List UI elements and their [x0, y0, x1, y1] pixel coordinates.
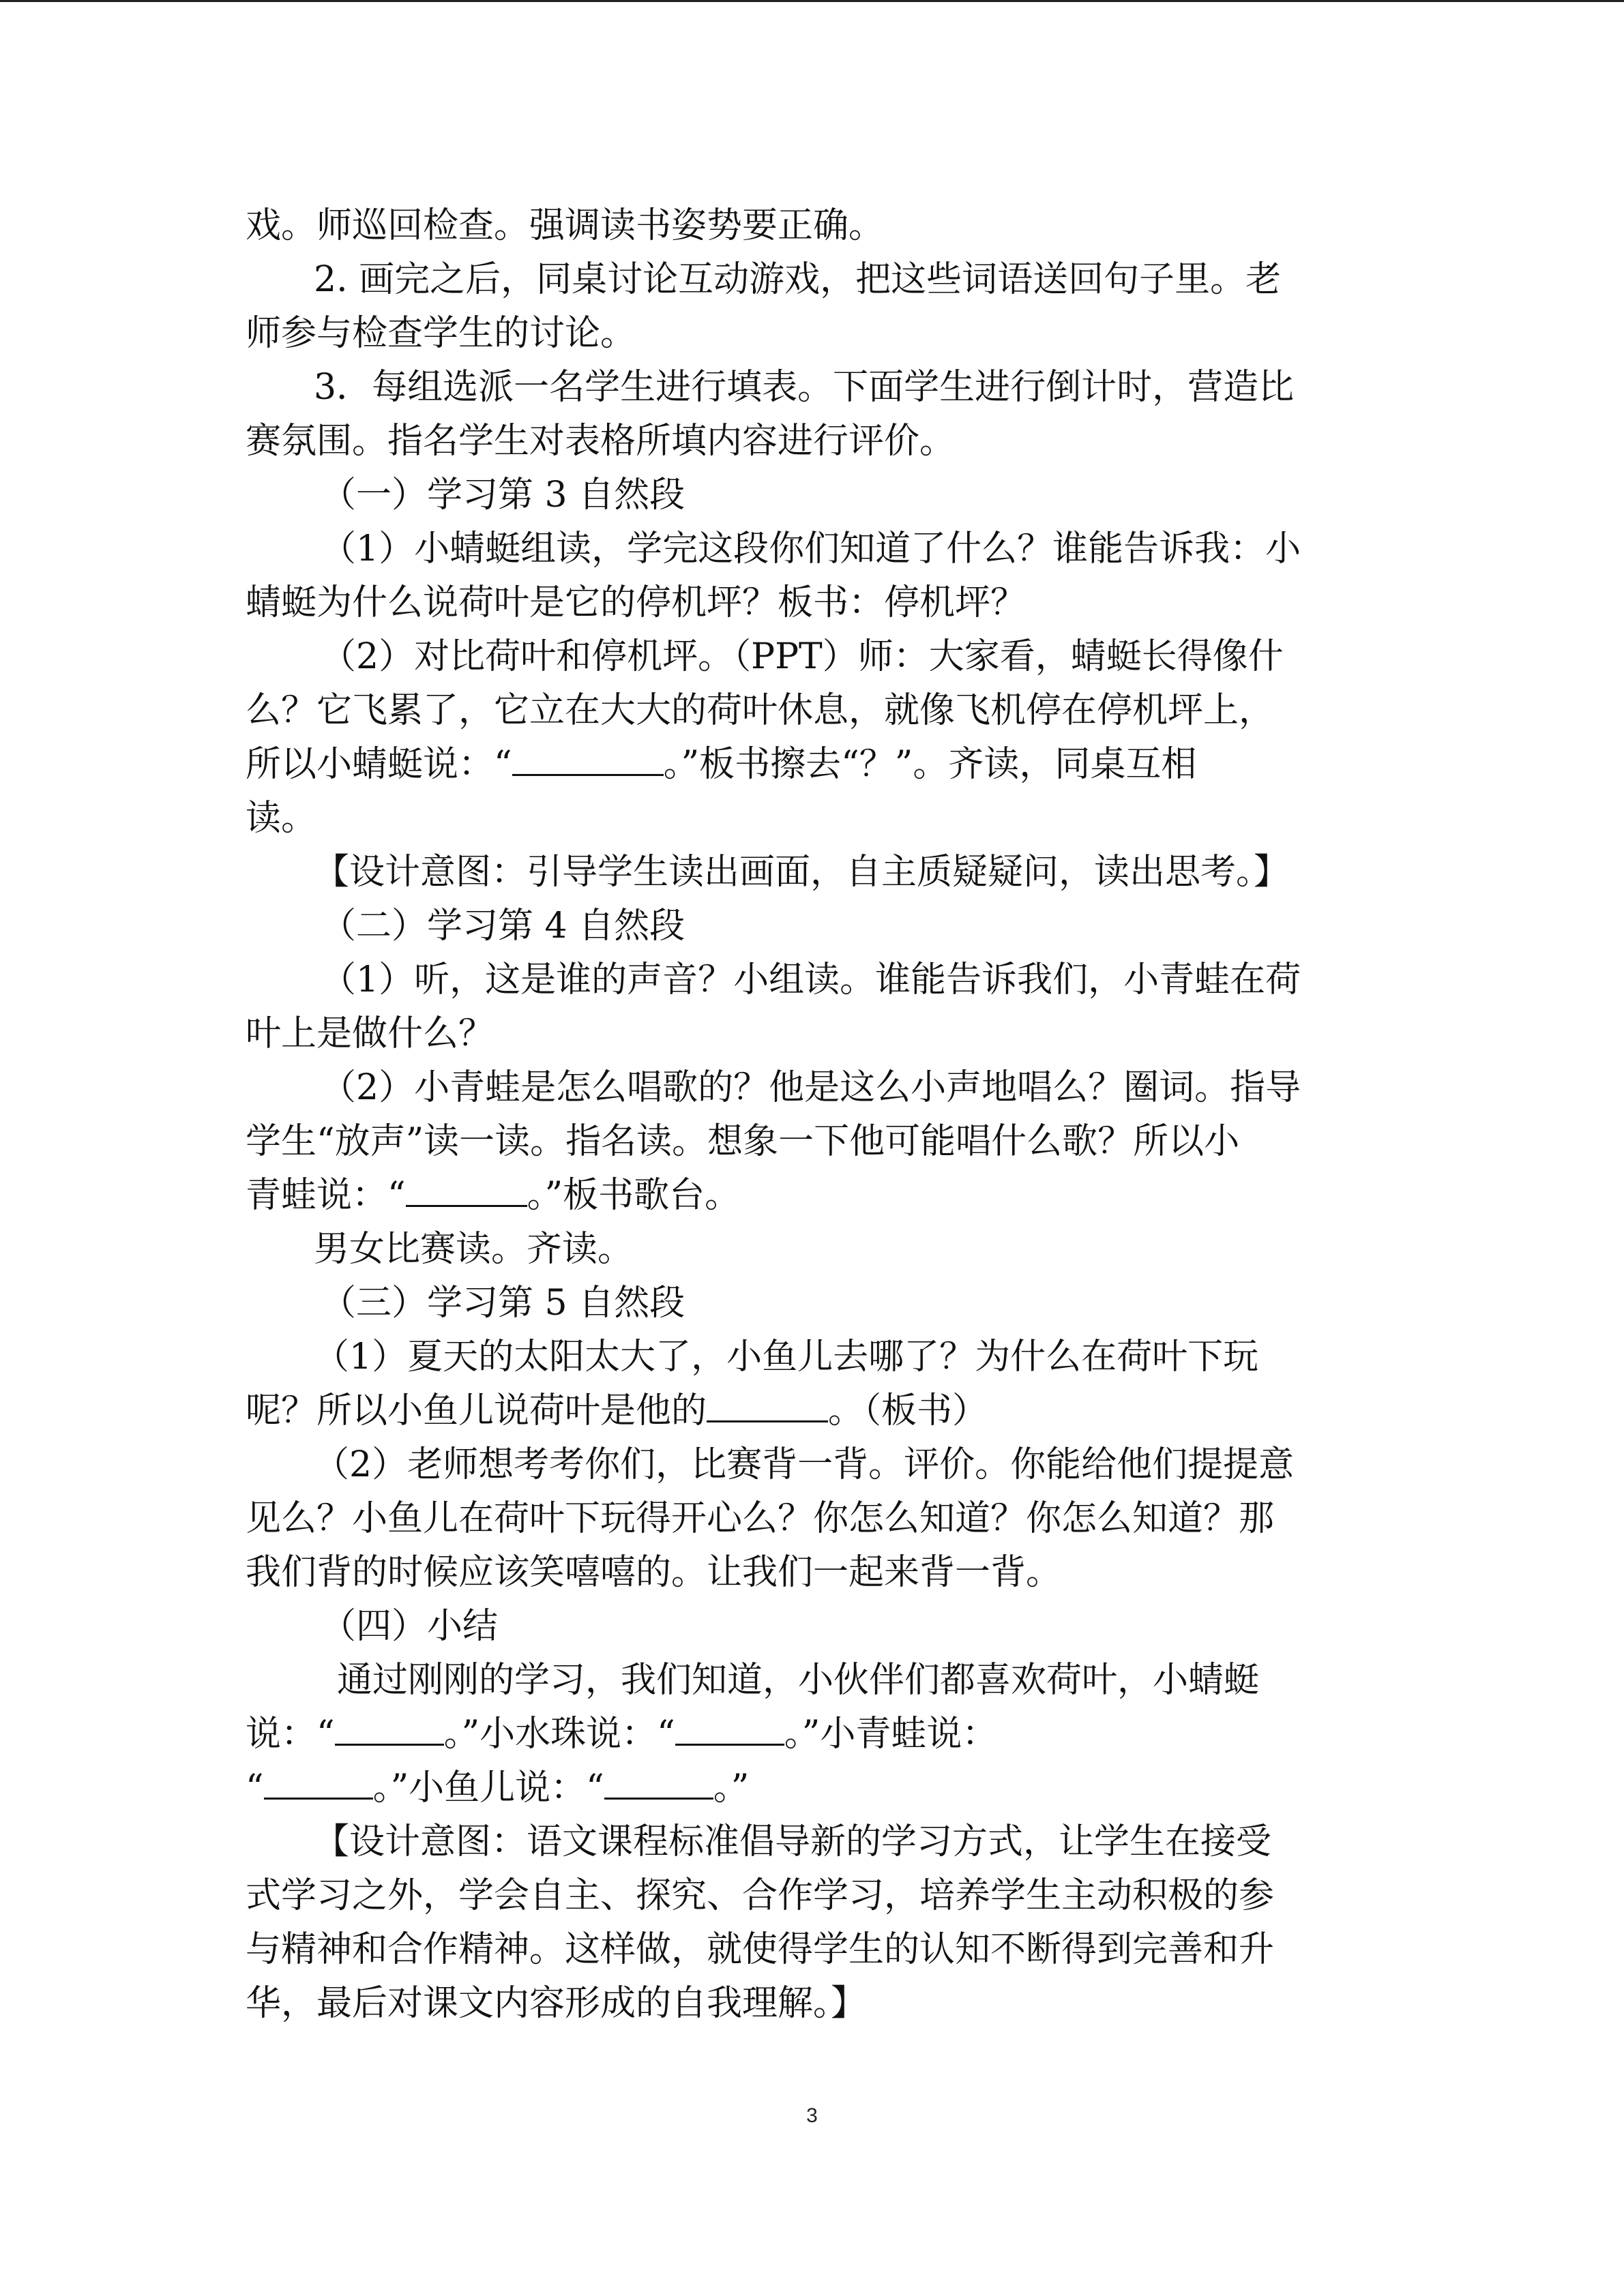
text-line: 男女比赛读。齐读。: [314, 1229, 634, 1270]
fill-in-blank: [264, 1762, 373, 1800]
section-heading: （三）学习第 5 自然段: [321, 1283, 685, 1324]
section-heading: （二）学习第 4 自然段: [321, 906, 685, 946]
line-segment: 呢？所以小鱼儿说荷叶是他的: [246, 1390, 707, 1431]
text-line: 师参与检查学生的讨论。: [246, 313, 636, 354]
fill-in-blank: [707, 1385, 828, 1422]
line-segment: 。”: [713, 1768, 750, 1808]
text-line: （1）夏天的太阳太大了，小鱼儿去哪了？为什么在荷叶下玩: [314, 1337, 1259, 1377]
text-line: 与精神和合作精神。这样做，就使得学生的认知不断得到完善和升: [246, 1929, 1275, 1970]
text-line-with-blank: [246, 1761, 1378, 1815]
text-line: 戏。师巡回检查。强调读书姿势要正确。: [246, 205, 885, 246]
section-heading: （一）学习第 3 自然段: [321, 475, 685, 516]
line-segment: 。（板书）: [828, 1390, 988, 1431]
text-line: 叶上是做什么？: [246, 1013, 494, 1054]
line-segment: “: [246, 1768, 264, 1808]
text-line: 我们背的时候应该笑嘻嘻的。让我们一起来背一背。: [246, 1552, 1062, 1593]
text-line: 式学习之外，学会自主、探究、合作学习，培养学生主动积极的参: [246, 1875, 1275, 1916]
fill-in-blank: [604, 1762, 713, 1800]
text-line-with-blank: [246, 1708, 1378, 1761]
fill-in-blank: [512, 739, 664, 776]
design-intent-note: 【设计意图：引导学生读出画面，自主质疑疑问，读出思考。】: [314, 852, 1290, 893]
text-line: 赛氛围。指名学生对表格所填内容进行评价。: [246, 421, 956, 462]
text-line: （1）听，这是谁的声音？小组读。谁能告诉我们，小青蛙在荷: [321, 959, 1301, 1000]
fill-in-blank: [675, 1708, 784, 1746]
document-body: [246, 199, 1378, 2031]
line-segment: 青蛙说：“: [246, 1175, 406, 1216]
line-segment: 所以小蜻蜓说：“: [246, 744, 512, 785]
top-border-line: [0, 0, 1624, 2]
text-line: 2. 画完之后，同桌讨论互动游戏，把这些词语送回句子里。老: [314, 259, 1282, 300]
design-intent-note: 【设计意图：语文课程标准倡导新的学习方式，让学生在接受: [314, 1821, 1272, 1862]
fill-in-blank: [406, 1169, 527, 1207]
text-line: 3．每组选派一名学生进行填表。下面学生进行倒计时，营造比: [314, 367, 1295, 408]
text-line-with-blank: [246, 738, 1378, 792]
line-segment: 说：“: [246, 1714, 335, 1755]
text-line: 么？它飞累了，它立在大大的荷叶休息，就像飞机停在停机坪上，: [246, 690, 1275, 731]
text-line: 蜻蜓为什么说荷叶是它的停机坪？板书：停机坪？: [246, 582, 1027, 623]
text-line: （2）老师想考考你们，比赛背一背。评价。你能给他们提提意: [314, 1444, 1295, 1485]
text-line-with-blank: [246, 1169, 1378, 1223]
text-line: 学生“放声”读一读。指名读。想象一下他可能唱什么歌？所以小: [246, 1121, 1240, 1162]
text-line: （1）小蜻蜓组读，学完这段你们知道了什么？谁能告诉我：小: [321, 528, 1301, 569]
text-line-with-blank: [246, 1384, 1378, 1438]
text-line: 见么？小鱼儿在荷叶下玩得开心么？你怎么知道？你怎么知道？那: [246, 1498, 1275, 1539]
text-line: 华，最后对课文内容形成的自我理解。】: [246, 1983, 867, 2024]
line-segment: 。”板书擦去“？”。齐读，同桌互相: [663, 744, 1197, 785]
text-line: （2）小青蛙是怎么唱歌的？他是这么小声地唱么？圈词。指导: [321, 1067, 1301, 1108]
line-segment: 。”小青蛙说：: [784, 1714, 998, 1755]
page-number: 3: [806, 2104, 818, 2127]
line-segment: 。”小鱼儿说：“: [372, 1768, 604, 1808]
section-heading: （四）小结: [321, 1606, 499, 1647]
text-line: （2）对比荷叶和停机坪。（PPT）师：大家看，蜻蜓长得像什: [321, 636, 1284, 677]
line-segment: 。”板书歌台。: [527, 1175, 741, 1216]
text-line: 读。: [246, 798, 317, 839]
line-segment: 。”小水珠说：“: [443, 1714, 675, 1755]
text-line: 通过刚刚的学习，我们知道，小伙伴们都喜欢荷叶，小蜻蜓: [337, 1660, 1260, 1701]
fill-in-blank: [335, 1708, 444, 1746]
